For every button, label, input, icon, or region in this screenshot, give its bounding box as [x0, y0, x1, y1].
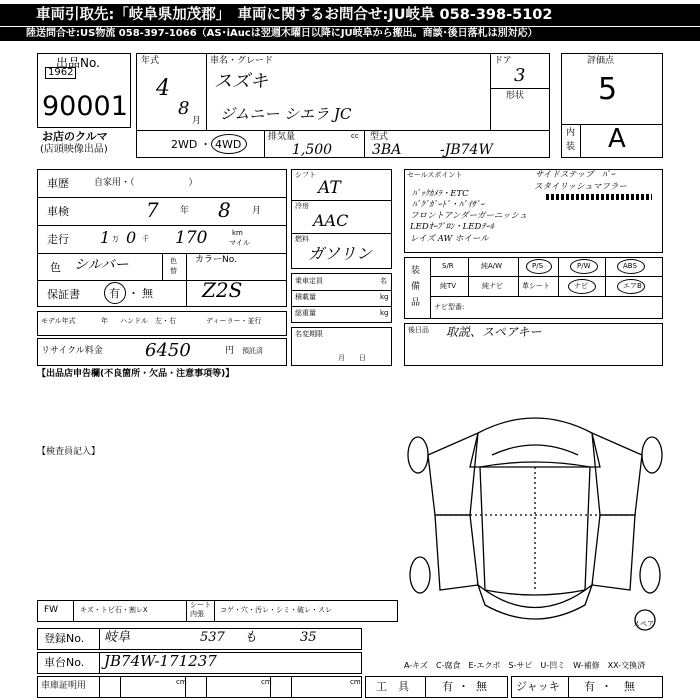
sales-point-5: LEDｵｰﾌﾟﾛﾝ・LEDﾃｰﾙ — [410, 222, 495, 232]
color-value: シルバー — [74, 257, 129, 273]
warranty-label: 保証書 — [47, 288, 80, 301]
inspection-month: 8 — [218, 198, 231, 222]
type-label: 型式 — [370, 132, 389, 142]
seat-text: コゲ・穴・汚レ・シミ・破レ・スレ — [220, 606, 332, 614]
sales-point-2: ﾊﾞｯｸｶﾒﾗ・ETC — [412, 189, 469, 199]
equip-sr: S/R — [442, 262, 454, 270]
seats-label: 乗車定員 — [295, 277, 323, 285]
repaint-2: 替 — [170, 267, 177, 275]
fw-text: キズ・トビ石・割レX — [80, 606, 148, 614]
score-value: 5 — [598, 72, 618, 107]
registration-kana: も — [244, 630, 258, 645]
navi-model-label: ナビ型番: — [434, 303, 465, 311]
registration-label: 登録No. — [44, 632, 85, 645]
jack-label: ジャッキ — [516, 680, 560, 693]
mileage-label: 走行 — [47, 233, 69, 246]
sales-point-7: スタイリッシュマフラー — [534, 182, 627, 192]
handle-label: ハンドル 左・右 — [120, 317, 176, 325]
cert-label: 車庫証明用 — [41, 681, 87, 691]
weight-unit: kg — [380, 309, 389, 317]
lot-label: 出品No. — [56, 56, 100, 70]
km-label: km — [232, 229, 243, 237]
ac-value: AAC — [313, 211, 349, 230]
seat-label-2: 内張 — [190, 610, 204, 618]
equip-airbag: エアB — [623, 282, 642, 290]
load-unit: kg — [380, 293, 389, 301]
shift-value: AT — [318, 178, 341, 198]
aftermarket-label: 後日品 — [408, 326, 429, 334]
color-label: 色 — [50, 261, 61, 274]
inspection-month-unit: 月 — [252, 206, 262, 216]
mileage-man: 1 — [100, 228, 111, 247]
month-value: 8 — [178, 98, 190, 119]
tools-no: 無 — [476, 680, 487, 693]
inspection-year: 7 — [146, 198, 159, 222]
color-no-value: Z2S — [202, 278, 243, 302]
sales-point-1: サイドステップ ﾊﾟｰ — [535, 170, 615, 180]
history-label: 車歴 — [47, 177, 69, 190]
cert-cm-3: cm — [350, 678, 361, 686]
shift-label: シフト — [295, 171, 316, 179]
make-value: スズキ — [214, 71, 268, 92]
damage-legend: A-キズ C-腐食 E-エクボ S-サビ U-凹ミ W-補修 XX-交換済 — [404, 661, 646, 670]
man-unit: 万 — [112, 235, 119, 243]
spare-label: スペア — [633, 620, 654, 628]
registration-number: 35 — [300, 630, 317, 645]
equipment-label-2: 備 — [411, 282, 421, 292]
model-value: ジムニー シエラ JC — [220, 105, 352, 123]
score-label: 評価点 — [587, 56, 615, 66]
jack-yes: 有 — [584, 680, 595, 693]
type-prefix: 3BA — [372, 142, 402, 158]
history-box — [37, 169, 287, 307]
model-label: モデル年式 — [41, 317, 76, 325]
km-thousand-unit: 千 — [142, 235, 149, 243]
lot-number: 90001 — [42, 91, 128, 122]
equip-pw: P/W — [577, 262, 591, 270]
repaint-1: 色 — [170, 257, 177, 265]
fw-label: FW — [44, 605, 59, 615]
equip-tv: 純TV — [440, 282, 457, 290]
interior-value: A — [608, 124, 626, 154]
jack-no: 無 — [624, 680, 635, 693]
fuel-label: 燃料 — [295, 235, 309, 243]
sales-point-6: レイズ AW ホイール — [410, 234, 489, 244]
equipment-label-3: 品 — [411, 298, 421, 308]
sales-point-3: ﾊﾞｸﾞｶﾞｰﾄﾞ・ﾊﾞｲｻﾞｰ — [412, 200, 485, 210]
equip-navi: ナビ — [574, 282, 588, 290]
header-line-2: 陸送問合せ:US物流 058-397-1066（AS･iAucは翌週木曜日以降にJU岐阜から搬出。商談･後日落札は別対応） — [0, 27, 700, 41]
scribble-mark — [546, 194, 652, 200]
weight-label: 総重量 — [295, 309, 316, 317]
interior-label-1: 内 — [566, 128, 576, 138]
equip-navi-genuine: 純ナビ — [482, 282, 503, 290]
name-label: 車名・グレード — [210, 56, 274, 66]
seats-unit: 名 — [380, 277, 387, 285]
recycle-label: リサイクル料金 — [41, 346, 103, 356]
equip-leather: 革シート — [522, 282, 550, 290]
change-label: 名変期限 — [295, 330, 323, 338]
inspection-label: 車検 — [47, 205, 69, 218]
aftermarket-value: 取説、スペアキー — [446, 325, 542, 339]
year-label: 年式 — [141, 56, 160, 66]
header-line-1: 車両引取先:「岐阜県加茂郡」 車両に関するお問合せ:JU岐阜 058-398-5102 — [0, 4, 700, 26]
mileage-rest: 0 — [126, 228, 137, 247]
interior-label-2: 装 — [566, 142, 576, 152]
equipment-label-1: 装 — [411, 266, 421, 276]
door-value: 3 — [514, 65, 526, 86]
fuel-value: ガソリン — [308, 244, 373, 263]
equip-abs: ABS — [623, 262, 637, 270]
cc-label: cc — [351, 132, 359, 140]
cert-cm-1: cm — [176, 678, 187, 686]
shop-label: お店のクルマ — [42, 130, 108, 143]
load-label: 積載量 — [295, 293, 316, 301]
drive-2wd: 2WD — [171, 138, 198, 151]
change-unit: 月 日 — [338, 354, 366, 362]
cert-cm-2: cm — [261, 678, 272, 686]
chassis-value: JB74W-171237 — [104, 652, 217, 670]
displacement-value: 1,500 — [292, 142, 333, 158]
inspection-year-unit: 年 — [180, 206, 190, 216]
lot-code: 1962 — [45, 67, 76, 79]
door-label: ドア — [494, 56, 512, 66]
dealer-label: ディーラー・並行 — [206, 317, 262, 325]
recycle-unit: 円 — [225, 346, 235, 356]
inspector-label: 【検査員記入】 — [37, 447, 101, 457]
year-value: 4 — [156, 76, 170, 101]
tools-label: 工 具 — [376, 680, 409, 693]
mile-label: マイル — [229, 239, 250, 247]
shop-sub: (店頭映像出品) — [40, 144, 108, 155]
shape-label: 形状 — [506, 91, 525, 101]
month-label: 月 — [192, 116, 202, 126]
recycle-value: 6450 — [145, 340, 191, 361]
seat-label-1: シート — [190, 601, 211, 609]
car-diagram — [400, 395, 670, 640]
ac-label: 冷房 — [295, 202, 309, 210]
equip-aw: 純A/W — [481, 262, 503, 270]
warranty-sep: ・ — [128, 287, 139, 300]
mileage-tail: 170 — [175, 228, 208, 248]
registration-class: 537 — [200, 630, 225, 645]
model-year-unit: 年 — [101, 317, 108, 325]
sales-points-label: セールスポイント — [407, 171, 463, 179]
warranty-yes: 有 — [109, 287, 120, 300]
color-no-label: カラーNo. — [195, 255, 237, 265]
report-label: 【出品店申告欄(不良箇所・欠品・注意事項等)】 — [37, 369, 235, 379]
warranty-no: 無 — [142, 287, 153, 300]
chassis-label: 車台No. — [44, 656, 85, 669]
sales-point-4: フロントアンダーガーニッシュ — [410, 211, 528, 221]
history-value: 自家用・（ ） — [94, 178, 198, 188]
type-code: -JB74W — [440, 142, 493, 158]
equip-ps: P/S — [532, 262, 544, 270]
drive-4wd: 4WD — [215, 138, 242, 151]
registration-region: 岐阜 — [104, 630, 131, 645]
displacement-label: 排気量 — [268, 132, 296, 142]
recycle-note: 預託済 — [242, 347, 263, 355]
tools-yes: 有 — [442, 680, 453, 693]
